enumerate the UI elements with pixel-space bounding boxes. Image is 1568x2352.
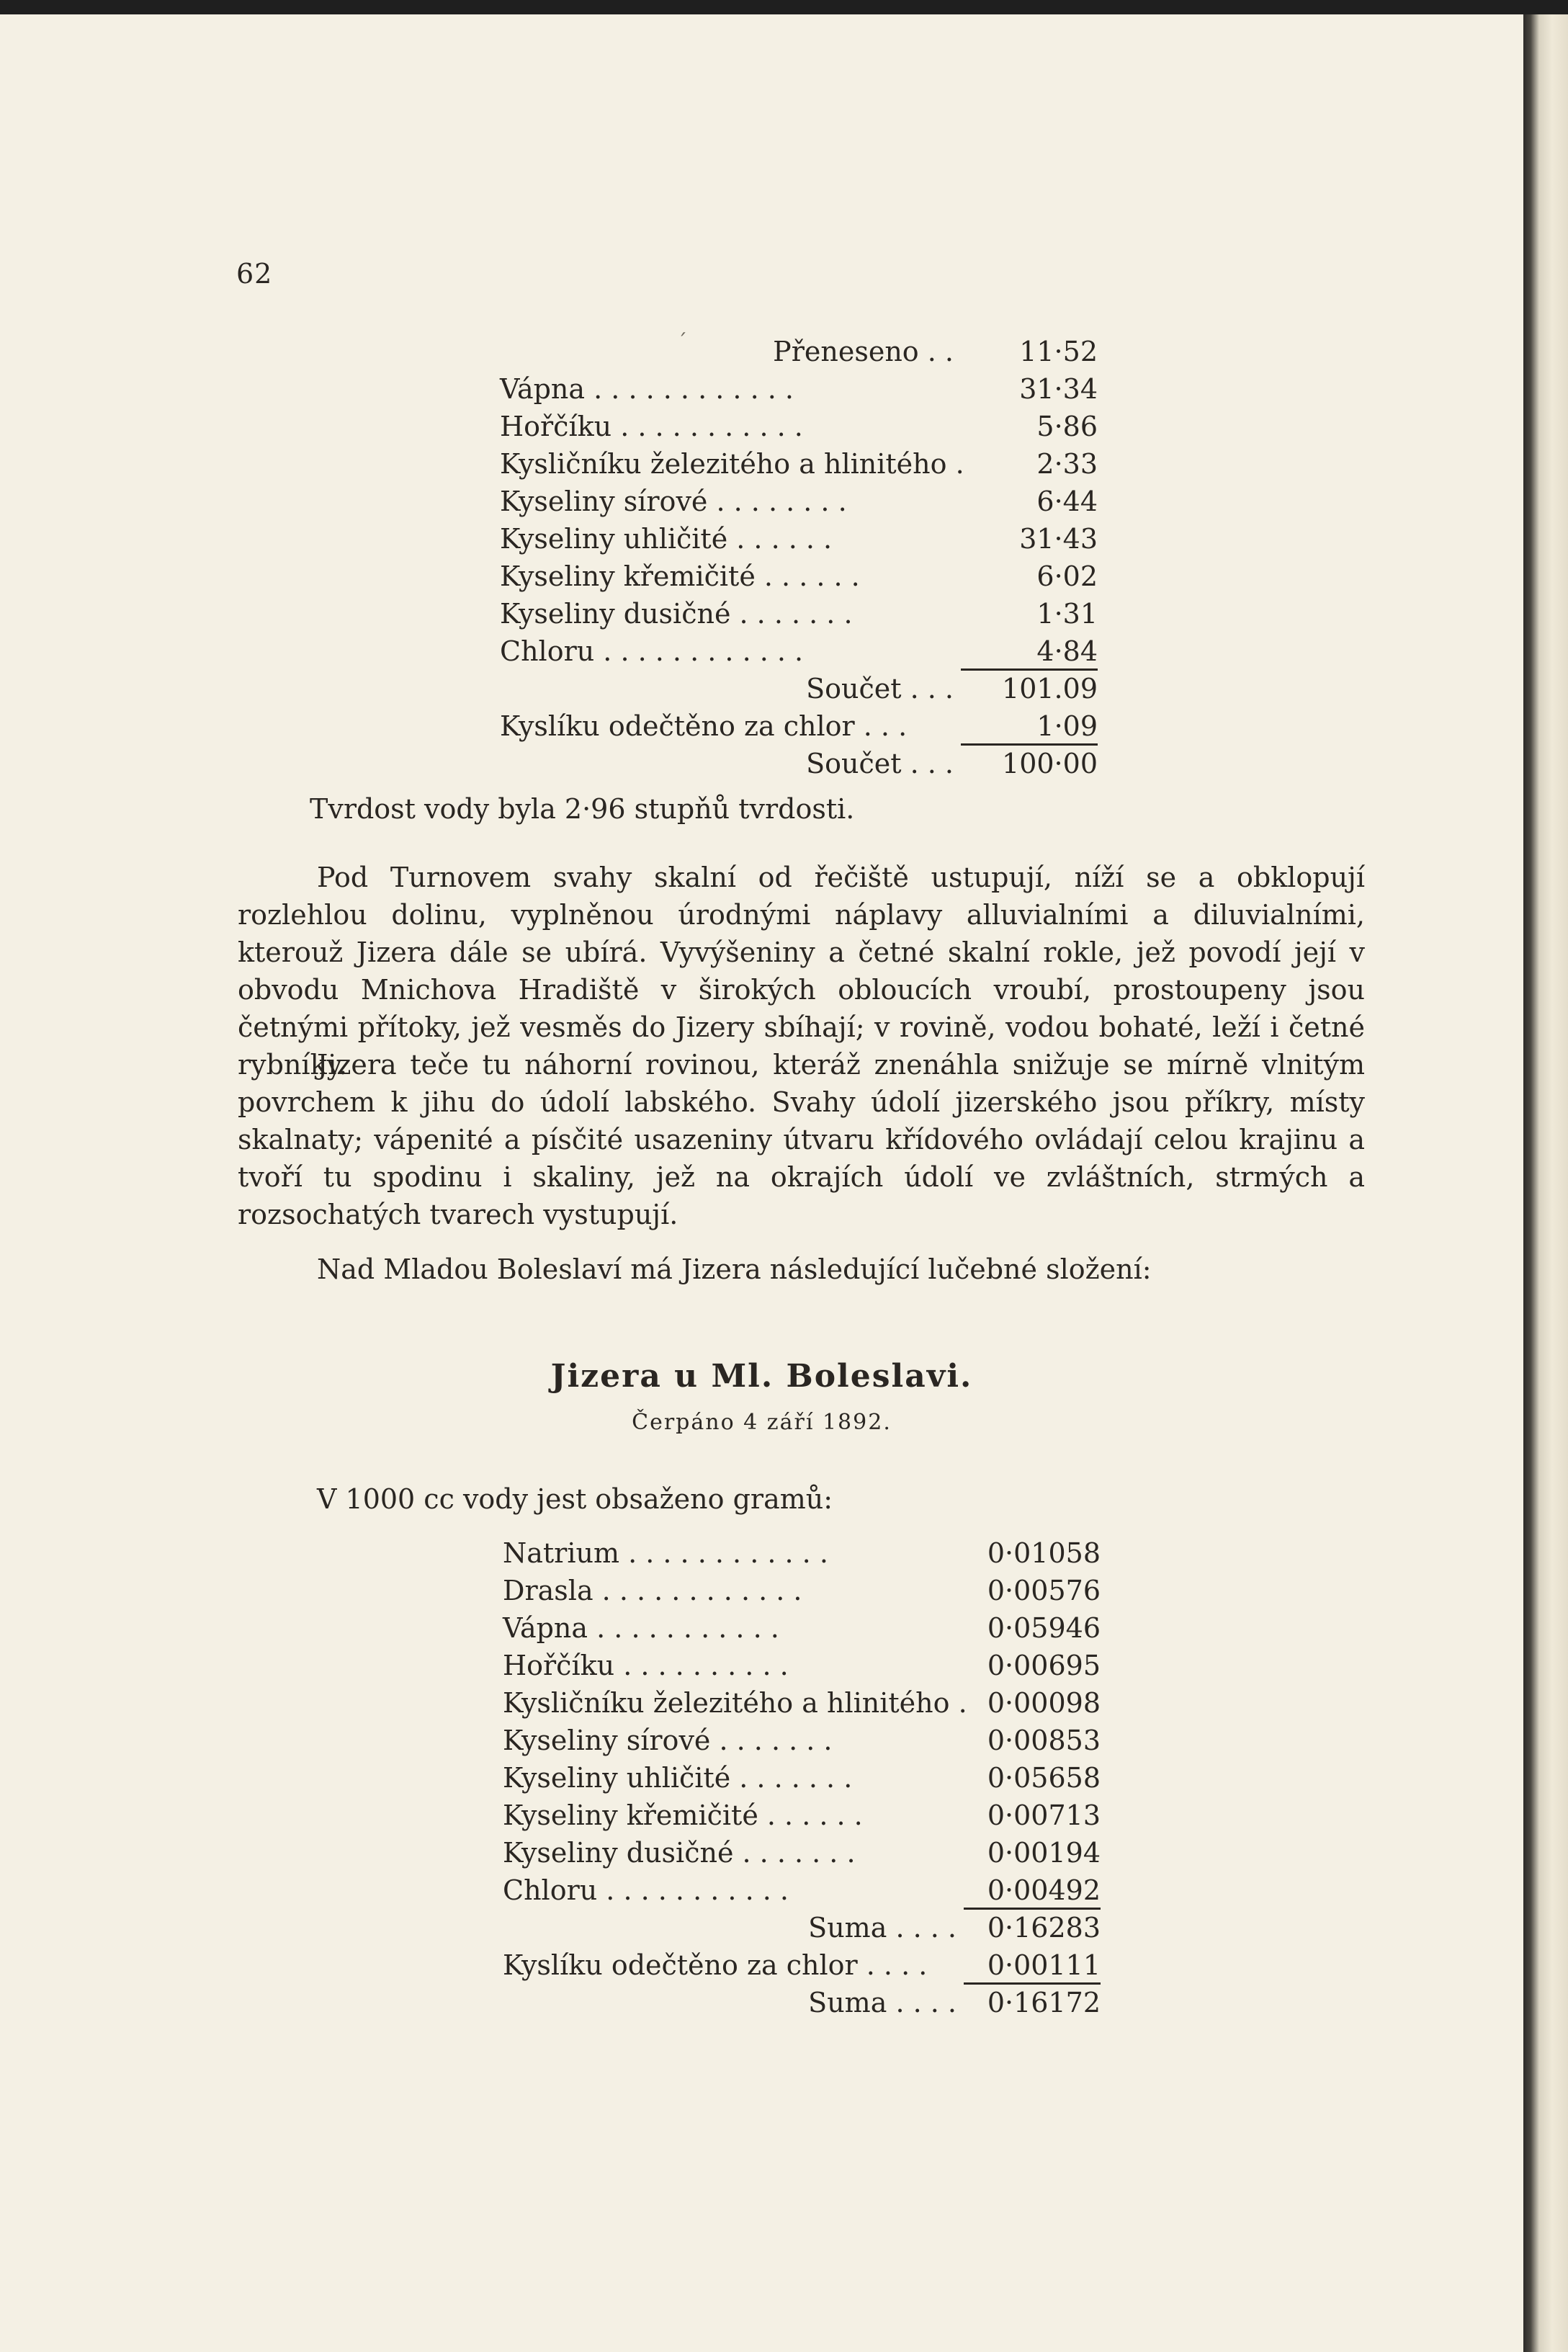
sum-label: Suma . . . . [808, 1912, 957, 1944]
hardness-note: Tvrdost vody byla 2·96 stupňů tvrdosti. [310, 793, 855, 825]
table-row: Kyseliny sírové . . . . . . . . 6·44 [500, 486, 1098, 517]
total-label: Součet . . . [806, 748, 954, 779]
table-row: Kyseliny dusičné . . . . . . . 1·31 [500, 598, 1098, 630]
table-row: Kyseliny uhličité . . . . . . . 0·05658 [503, 1762, 1101, 1794]
total-label: Suma . . . . [808, 1987, 957, 2018]
table-row: Kysličníku železitého a hlinitého . 2·33 [500, 448, 1098, 480]
table-row: Kyseliny dusičné . . . . . . . 0·00194 [503, 1837, 1101, 1869]
scan-top-border [0, 0, 1568, 14]
page-number: 62 [236, 258, 273, 290]
sum-rule [964, 1908, 1101, 1910]
sum-row [500, 670, 1098, 707]
table-row: Kyseliny uhličité . . . . . . 31·43 [500, 523, 1098, 555]
composition-table-boleslav [503, 1534, 1101, 2021]
oxygen-deduction-row: Kyslíku odečtěno za chlor . . . . 0·00111 [503, 1949, 1101, 1981]
table-row: Hořčíku . . . . . . . . . . . 5·86 [500, 411, 1098, 442]
total-value: 0·16172 [987, 1987, 1101, 2018]
table-row: Kyseliny křemičité . . . . . . 6·02 [500, 560, 1098, 592]
intro-line: Nad Mladou Boleslaví má Jizera následující lučebné složení: [317, 1253, 1152, 1285]
sum-value: 101.09 [1002, 673, 1098, 705]
total-row [500, 745, 1098, 782]
paragraph-turnov: Pod Turnovem svahy skalní od řečiště ustupují, níží se a obklopují rozlehlou dolinu, vyplněnou úrodnými náplavy alluvialními a diluvialními, kterouž Jizera dále se ubírá. Vyvýšeniny a četné skalní rokle, jež povodí její v obvodu Mnichova Hradiště v širokých obloucích vroubí, prostoupeny jsou četnými přítoky, jež vesměs do Jizery sbíhají; v rovině, vodou bohaté, leží i četné rybníky. [238, 862, 1365, 1081]
total-value: 100·00 [1002, 748, 1098, 779]
sum-value: 0·16283 [987, 1912, 1101, 1944]
book-binding-edge [1523, 14, 1568, 2352]
paragraph-jizera: Jizera teče tu náhorní rovinou, kteráž znenáhla snižuje se mírně vlnitým povrchem k jihu do údolí labského. Svahy údolí jizerského jsou příkry, místy skalnaty; vápenité a písčité usazeniny útvaru křídového ovládají celou krajinu a tvoří tu spodinu i skaliny, jež na okrajích údolí ve zvláštních, strmých a rozsochatých tvarech vystupují. [238, 1049, 1365, 1230]
sum-row [503, 1909, 1101, 1946]
table-row: Drasla . . . . . . . . . . . . 0·00576 [503, 1575, 1101, 1606]
carried-over-row [500, 333, 1098, 370]
sum-label: Součet . . . [806, 673, 954, 705]
table-row: Hořčíku . . . . . . . . . . 0·00695 [503, 1650, 1101, 1681]
table-row: Kyseliny sírové . . . . . . . 0·00853 [503, 1725, 1101, 1756]
table-row: Natrium . . . . . . . . . . . . 0·01058 [503, 1537, 1101, 1569]
table-row: Kysličníku železitého a hlinitého . 0·00098 [503, 1687, 1101, 1719]
section-title: Jizera u Ml. Boleslavi. [550, 1358, 973, 1395]
composition-table-continued [500, 333, 1098, 782]
table-row: Chloru . . . . . . . . . . . . 4·84 [500, 635, 1098, 667]
total-rule [964, 1982, 1101, 1985]
carried-over-value: 11·52 [1019, 336, 1098, 367]
table-row: Vápna . . . . . . . . . . . . 31·34 [500, 373, 1098, 405]
section-subtitle: Čerpáno 4 září 1892. [632, 1410, 892, 1435]
total-row [503, 1984, 1101, 2021]
volume-line: V 1000 cc vody jest obsaženo gramů: [317, 1483, 833, 1515]
total-rule [961, 743, 1098, 746]
sum-rule [961, 669, 1098, 671]
scan-mark: ´ [677, 330, 687, 354]
carried-over-label: Přeneseno . . [773, 336, 954, 367]
oxygen-deduction-row: Kyslíku odečtěno za chlor . . . 1·09 [500, 710, 1098, 742]
table-row: Chloru . . . . . . . . . . . 0·00492 [503, 1874, 1101, 1906]
table-row: Vápna . . . . . . . . . . . 0·05946 [503, 1612, 1101, 1644]
table-row: Kyseliny křemičité . . . . . . 0·00713 [503, 1799, 1101, 1831]
